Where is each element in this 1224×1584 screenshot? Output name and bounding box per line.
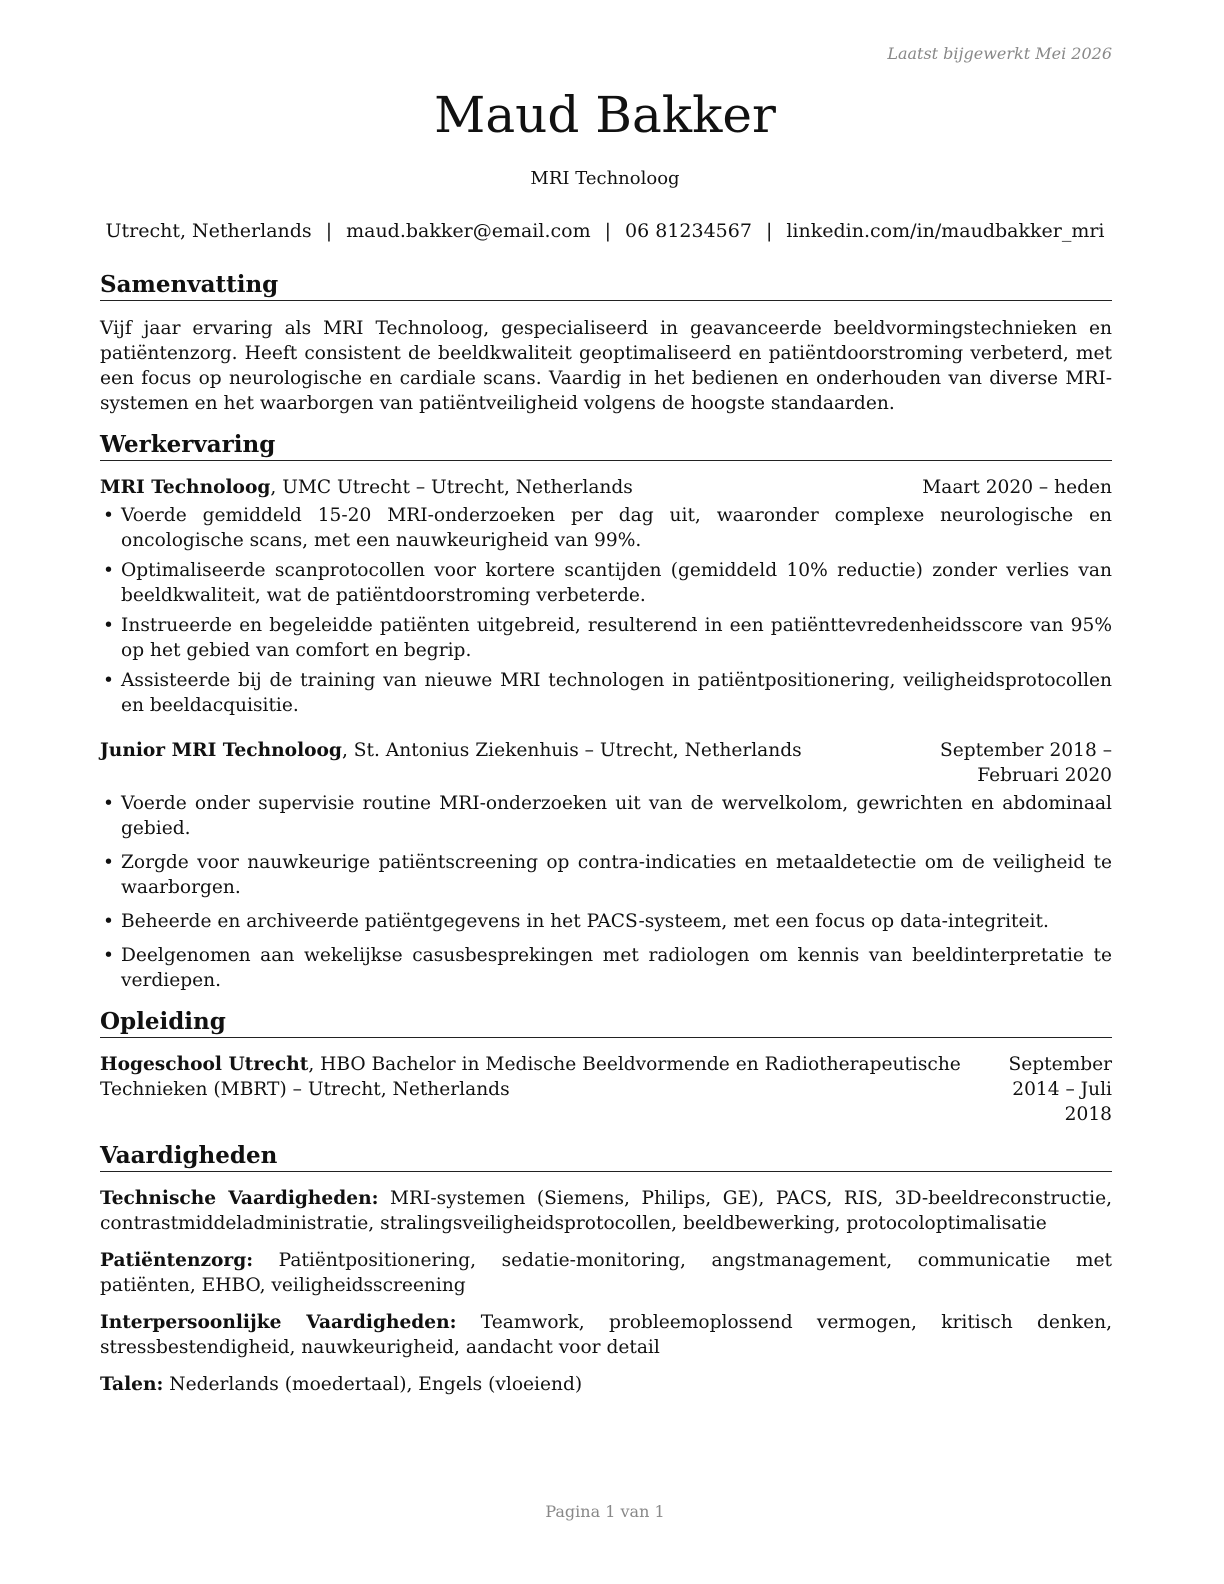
- skill-label: Talen:: [100, 1374, 164, 1395]
- skill-value: MRI-systemen (Siemens, Philips, GE), PACS, RIS, 3D-beeldreconstructie, contrastmiddeladministratie, stralingsveiligheidsprotocollen, beeldbewerking, protocoloptimalisatie: [100, 1188, 1112, 1234]
- education-detail: , HBO Bachelor in Medische Beeldvormende en Radiotherapeutische Technieken (MBRT) – Utrecht, Netherlands: [100, 1054, 961, 1100]
- candidate-name: Maud Bakker: [434, 86, 776, 144]
- section-heading-summary: Samenvatting: [100, 270, 1112, 301]
- skill-label: Interpersoonlijke Vaardigheden:: [100, 1312, 457, 1333]
- skill-line: [100, 1310, 1112, 1360]
- job-bullets: [100, 503, 1112, 718]
- skill-line: [100, 1186, 1112, 1236]
- summary-text: Vijf jaar ervaring als MRI Technoloog, gespecialiseerd in geavanceerde beeldvormingstechnieken en patiëntenzorg. Heeft consistent de beeldkwaliteit geoptimaliseerd en patiëntdoorstroming verbeterd, met een focus op neurologische en cardiale scans. Vaardig in het bedienen en onderhouden van diverse MRI-systemen en het waarborgen van patiëntveiligheid volgens de hoogste standaarden.: [100, 318, 1112, 414]
- job-dates: Maart 2020 – heden: [922, 477, 1112, 498]
- skill-value: Teamwork, probleemoplossend vermogen, kritisch denken, stressbestendigheid, nauwkeurigheid, aandacht voor detail: [100, 1312, 1112, 1358]
- contact-linkedin[interactable]: linkedin.com/in/maudbakker_mri: [786, 220, 1105, 242]
- job-bullet: • Beheerde en archiveerde patiëntgegevens in het PACS-systeem, met een focus op data-integriteit.: [100, 909, 1112, 934]
- skill-line: [100, 1248, 1112, 1298]
- education-school-detail: [100, 1052, 973, 1127]
- contact-phone: 06 81234567: [625, 220, 752, 242]
- job-bullet: • Assisteerde bij de training van nieuwe MRI technologen in patiëntpositionering, veiligheidsprotocollen en beeldacquisitie.: [100, 668, 1112, 718]
- education-dates: September 2014 – Juli 2018: [1008, 1054, 1112, 1125]
- job-header: [100, 738, 1112, 788]
- skill-value: Nederlands (moedertaal), Engels (vloeiend): [163, 1374, 583, 1395]
- job-bullet: • Optimaliseerde scanprotocollen voor kortere scantijden (gemiddeld 10% reductie) zonder verlies van beeldkwaliteit, wat de patiëntdoorstroming verbeterde.: [100, 558, 1112, 608]
- job-title: MRI Technoloog: [530, 168, 680, 189]
- job-bullet: • Deelgenomen aan wekelijkse casusbesprekingen met radiologen om kennis van beeldinterpretatie te verdiepen.: [100, 943, 1112, 993]
- skill-value: Patiëntpositionering, sedatie-monitoring, angstmanagement, communicatie met patiënten, EHBO, veiligheidsscreening: [100, 1250, 1112, 1296]
- job-bullet: • Zorgde voor nauwkeurige patiëntscreening op contra-indicaties en metaaldetectie om de veiligheid te waarborgen.: [100, 850, 1112, 900]
- section-heading-education: Opleiding: [100, 1007, 1112, 1038]
- job-bullet: • Instrueerde en begeleidde patiënten uitgebreid, resulterend in een patiënttevredenheidsscore van 95% op het gebied van comfort en begrip.: [100, 613, 1112, 663]
- section-heading-skills: Vaardigheden: [100, 1141, 1112, 1172]
- contact-separator: |: [325, 220, 333, 242]
- job-role: MRI Technoloog: [100, 477, 271, 498]
- job-header: [100, 475, 1112, 500]
- contact-line: [0, 220, 1210, 242]
- summary-section: [100, 270, 1112, 416]
- job-bullet: • Voerde gemiddeld 15-20 MRI-onderzoeken per dag uit, waaronder complexe neurologische en oncologische scans, met een nauwkeurigheid van 99%.: [100, 503, 1112, 553]
- skill-label: Patiëntenzorg:: [100, 1250, 254, 1271]
- contact-email[interactable]: maud.bakker@email.com: [346, 220, 591, 242]
- job-bullet: • Voerde onder supervisie routine MRI-onderzoeken uit van de wervelkolom, gewrichten en abdominaal gebied.: [100, 791, 1112, 841]
- education-school: Hogeschool Utrecht: [100, 1054, 309, 1075]
- job-bullets: [100, 791, 1112, 993]
- resume-content: [100, 270, 1112, 1411]
- page-footer: Pagina 1 van 1: [545, 1502, 665, 1521]
- contact-separator: |: [604, 220, 612, 242]
- last-updated: Laatst bijgewerkt Mei 2026: [887, 44, 1112, 63]
- job-role: Junior MRI Technoloog: [100, 740, 342, 761]
- skill-label: Technische Vaardigheden:: [100, 1188, 379, 1209]
- job-role-org: [100, 738, 802, 788]
- job-dates: September 2018 – Februari 2020: [940, 740, 1112, 786]
- experience-section: [100, 430, 1112, 993]
- section-heading-experience: Werkervaring: [100, 430, 1112, 461]
- skills-section: [100, 1141, 1112, 1397]
- skill-line: [100, 1372, 1112, 1397]
- job-role-org: [100, 475, 633, 500]
- job-org: , UMC Utrecht – Utrecht, Netherlands: [270, 477, 633, 498]
- education-section: [100, 1007, 1112, 1127]
- contact-location: Utrecht, Netherlands: [105, 220, 312, 242]
- job-org: , St. Antonius Ziekenhuis – Utrecht, Netherlands: [341, 740, 802, 761]
- contact-separator: |: [765, 220, 773, 242]
- education-entry: [100, 1052, 1112, 1127]
